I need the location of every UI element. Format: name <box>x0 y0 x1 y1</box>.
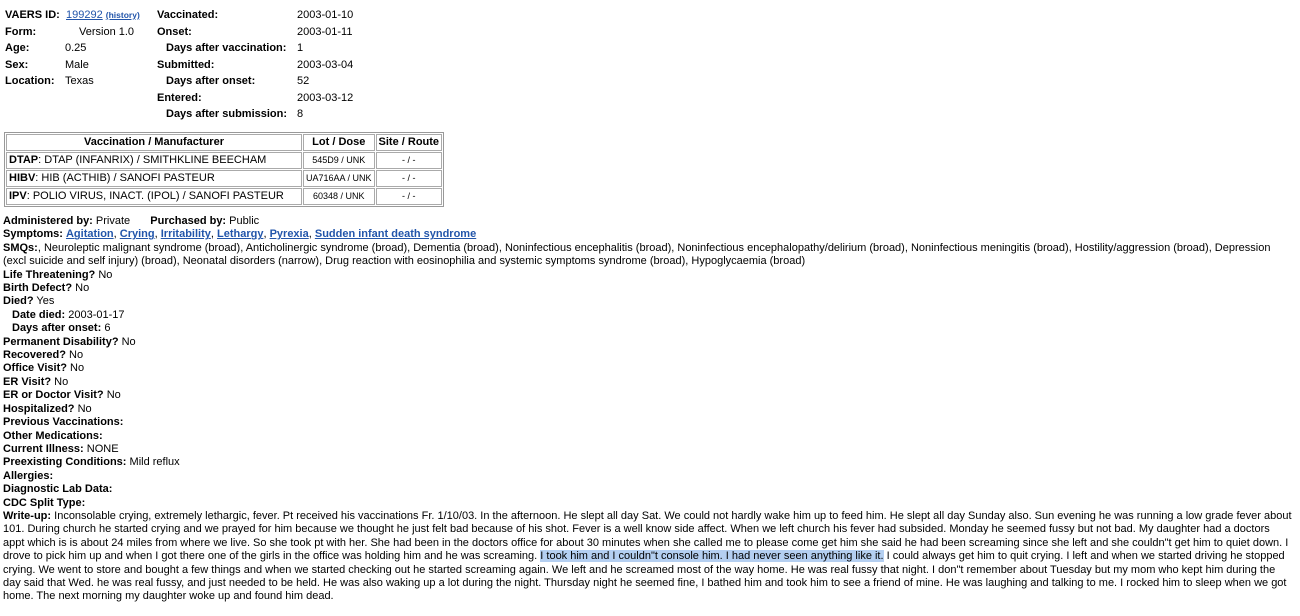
vaccination-table <box>4 132 444 207</box>
vaccinated-value: 2003-01-10 <box>297 9 354 21</box>
date-died-label: Date died: <box>12 308 66 321</box>
vaccine-code: DTAP <box>9 153 39 166</box>
date-died-value: 2003-01-17 <box>68 308 125 321</box>
symptom-link[interactable]: Irritability <box>160 228 211 241</box>
allergies-label: Allergies: <box>3 469 54 482</box>
submitted-value: 2003-03-04 <box>297 58 354 71</box>
symptom-link[interactable]: Crying <box>119 228 155 241</box>
age-label: Age: <box>5 42 30 54</box>
other-medications-label: Other Medications: <box>3 429 103 442</box>
lot-dose-cell: 545D9 / UNK <box>303 152 375 169</box>
hospitalized-label: Hospitalized? <box>3 402 75 415</box>
table-header-row <box>6 134 442 151</box>
diagnostic-lab-label: Diagnostic Lab Data: <box>3 483 113 496</box>
died-row <box>3 295 1293 308</box>
symptoms-row: Symptoms: Agitation, Crying, Irritability, Lethargy, Pyrexia, Sudden infant death syndrome <box>3 228 477 241</box>
life-threatening-row <box>3 269 1293 282</box>
died-label: Died? <box>3 295 34 308</box>
er-visit-label: ER Visit? <box>3 375 52 388</box>
days-after-submission-label: Days after submission: <box>166 108 288 120</box>
onset-label: Onset: <box>157 25 192 38</box>
life-threatening-label: Life Threatening? <box>3 268 96 281</box>
birth-defect-row <box>3 282 1293 295</box>
recovered-row <box>3 349 1293 362</box>
previous-vaccinations-label: Previous Vaccinations: <box>3 416 124 429</box>
symptom-link[interactable]: Pyrexia <box>269 228 309 241</box>
days-after-submission-value: 8 <box>297 108 304 120</box>
site-route-cell: - / - <box>376 152 443 169</box>
writeup <box>3 510 1293 604</box>
writeup-text-continued: I could always get him to quit crying. I left and when we started driving he stopped crying. We went to store and bought a few things and when we started checking out he started screaming again. We left and he screamed most of the way home. He was real fussy that night. I don"t remember about Tuesday but my mom who kept him during the day said that Wed. he was real fussy, and just needed to be held. He was also waking up a lot during the night. Thursday night he seemed fine, I bathed him and took him to see a friend of mine. He was laughing and talking to me. I rocked him to sleep when we got home. The next morning my daughter woke up and found him dead. <box>3 550 1287 603</box>
vaccine-cell <box>6 152 302 169</box>
previous-vaccinations-row <box>3 416 1293 429</box>
died-value: Yes <box>36 295 55 308</box>
writeup-text: Inconsolable crying, extremely lethargic, fever. Pt received his vaccinations Fr. 1/10/03. In the afternoon. He slept all day Sat. We could not hardly wake him up to feed him. He slept all day Sunday also. Sun evening he was running a low grade fever about 101. During church he started crying and we prayed for him because we thought he just felt bad because of his shot. Fever is a well know side affect. When we left church his fever had subsided. Monday he seemed fussy but not bad. My daughter had a doctors appt which is is about 24 miles from where we live. So she took pt with her. She had been in the doctors office for about 30 minutes when she called me to please come get him she said he had been screaming since she left and she couldn"t get him to quiet down. I drove to pick him up and when I got there one of the girls in the office was holding him and he was screaming. <box>3 509 1292 563</box>
history-link[interactable]: (history) <box>105 10 140 20</box>
table-row <box>6 170 442 187</box>
er-doctor-visit-label: ER or Doctor Visit? <box>3 389 104 402</box>
symptom-link[interactable]: Lethargy <box>216 228 264 241</box>
form-label: Form: <box>5 25 37 38</box>
sex-label: Sex: <box>5 58 29 71</box>
writeup-label: Write-up: <box>3 509 52 522</box>
office-visit-label: Office Visit? <box>3 362 67 375</box>
current-illness-row <box>3 443 1293 456</box>
birth-defect-value: No <box>75 282 90 295</box>
permanent-disability-value: No <box>121 335 136 348</box>
vaers-id-label: VAERS ID: <box>5 9 60 21</box>
writeup-selected-text[interactable]: I took him and I couldn"t console him. I had never seen anything like it. <box>540 550 884 563</box>
hospitalized-row <box>3 403 1293 416</box>
office-visit-row <box>3 362 1293 375</box>
vaccinated-label: Vaccinated: <box>157 9 219 21</box>
column-header: Vaccination / Manufacturer <box>6 134 302 151</box>
life-threatening-value: No <box>98 268 113 281</box>
vaccine-code: HIBV <box>9 171 36 184</box>
table-row <box>6 188 442 205</box>
hospitalized-value: No <box>77 402 92 415</box>
symptom-link[interactable]: Agitation <box>65 228 114 241</box>
report-details <box>3 215 1293 604</box>
other-medications-row <box>3 430 1293 443</box>
er-visit-value: No <box>54 375 69 388</box>
current-illness-label: Current Illness: <box>3 442 84 455</box>
entered-label: Entered: <box>157 91 202 104</box>
column-header: Site / Route <box>376 134 443 151</box>
vaccine-cell <box>6 188 302 205</box>
recovered-label: Recovered? <box>3 349 66 362</box>
symptoms-label: Symptoms: <box>3 228 63 241</box>
smqs-value: , Neuroleptic malignant syndrome (broad), Anticholinergic syndrome (broad), Dementia (broad), Noninfectious encephalitis (broad), Noninfectious encephalopathy/delirium (broad), Noninfectious meningitis (broad), Hostility/aggression (broad), Depression (excl suicide and self injury) (broad), Neonatal disorders (narrow), Drug reaction with eosinophilia and systemic symptoms syndrome (broad), Hypoglycaemia (broad) <box>3 241 1271 268</box>
vaccine-cell <box>6 170 302 187</box>
birth-defect-label: Birth Defect? <box>3 282 73 295</box>
days-after-vaccination-label: Days after vaccination: <box>166 42 287 54</box>
site-route-cell: - / - <box>376 170 443 187</box>
current-illness-value: NONE <box>86 442 119 455</box>
form-value: Version 1.0 <box>79 25 135 38</box>
purchased-by-value: Public <box>229 215 260 227</box>
date-died-row <box>3 309 1293 322</box>
lot-dose-cell: UA716AA / UNK <box>303 170 375 187</box>
days-after-onset-death-row <box>3 322 1293 335</box>
recovered-value: No <box>69 349 84 362</box>
smqs-row <box>3 242 1293 269</box>
preexisting-label: Preexisting Conditions: <box>3 456 127 469</box>
cdc-split-row <box>3 497 1293 510</box>
er-doctor-visit-row <box>3 389 1293 402</box>
permanent-disability-label: Permanent Disability? <box>3 335 119 348</box>
allergies-row <box>3 470 1293 483</box>
entered-value: 2003-03-12 <box>297 91 354 104</box>
vaccine-desc: : HIB (ACTHIB) / SANOFI PASTEUR <box>35 171 215 184</box>
lot-dose-cell: 60348 / UNK <box>303 188 375 205</box>
smqs-label: SMQs: <box>3 241 38 254</box>
days-after-onset-value: 52 <box>297 75 310 87</box>
office-visit-value: No <box>70 362 85 375</box>
diagnostic-lab-row <box>3 483 1293 496</box>
permanent-disability-row <box>3 336 1293 349</box>
administered-by-value: Private <box>95 215 131 227</box>
onset-value: 2003-01-11 <box>297 25 353 38</box>
vaers-id-link[interactable]: 199292 <box>66 9 103 21</box>
days-after-onset-label: Days after onset: <box>166 75 256 87</box>
vaccine-desc: : POLIO VIRUS, INACT. (IPOL) / SANOFI PASTEUR <box>26 189 284 202</box>
days-after-onset-death-value: 6 <box>104 322 111 335</box>
vaccine-code: IPV <box>9 189 27 202</box>
sex-value: Male <box>65 58 89 71</box>
preexisting-row <box>3 456 1293 469</box>
column-header: Lot / Dose <box>303 134 375 151</box>
location-label: Location: <box>5 75 55 87</box>
days-after-onset-death-label: Days after onset: <box>12 322 102 335</box>
preexisting-value: Mild reflux <box>129 456 180 469</box>
er-doctor-visit-value: No <box>106 389 121 402</box>
cdc-split-label: CDC Split Type: <box>3 496 86 509</box>
site-route-cell: - / - <box>376 188 443 205</box>
vaccine-desc: : DTAP (INFANRIX) / SMITHKLINE BEECHAM <box>38 153 267 166</box>
days-after-vaccination-value: 1 <box>297 42 304 54</box>
location-value: Texas <box>65 75 94 87</box>
table-row <box>6 152 442 169</box>
administered-by-label: Administered by: <box>3 215 93 227</box>
symptom-link[interactable]: Sudden infant death syndrome <box>314 228 477 241</box>
purchased-by-label: Purchased by: <box>150 215 227 227</box>
admin-row <box>3 215 1293 228</box>
er-visit-row <box>3 376 1293 389</box>
age-value: 0.25 <box>65 42 87 54</box>
submitted-label: Submitted: <box>157 58 215 71</box>
